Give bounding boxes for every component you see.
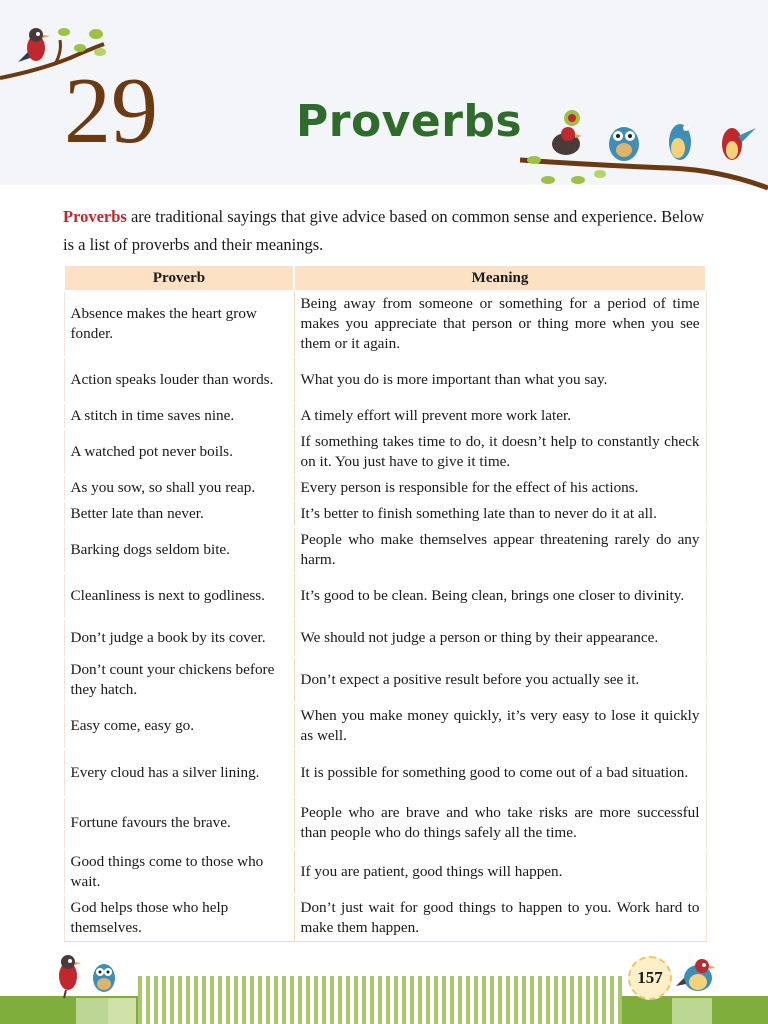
table-row	[64, 749, 706, 797]
header-meaning: Meaning	[294, 265, 706, 291]
proverb-cell: Every cloud has a silver lining.	[64, 749, 294, 797]
proverb-cell: Barking dogs seldom bite.	[64, 527, 294, 573]
table-row	[64, 573, 706, 619]
meaning-cell: A timely effort will prevent more work later.	[294, 403, 706, 429]
proverb-cell: Better late than never.	[64, 501, 294, 527]
meaning-cell: People who are brave and who take risks are more successful than people who do things safely all the time.	[294, 797, 706, 849]
proverb-cell: Action speaks louder than words.	[64, 357, 294, 403]
table-row	[64, 527, 706, 573]
proverb-cell: A stitch in time saves nine.	[64, 403, 294, 429]
footer-bird-icon	[676, 952, 726, 998]
intro-text: are traditional sayings that give advice based on common sense and experience. Below is a list of proverbs and their meanings.	[63, 207, 705, 254]
table-row	[64, 657, 706, 703]
meaning-cell: What you do is more important than what you say.	[294, 357, 706, 403]
meaning-cell: It’s good to be clean. Being clean, brings one closer to divinity.	[294, 573, 706, 619]
table-row	[64, 895, 706, 941]
table-row	[64, 475, 706, 501]
meaning-cell: Every person is responsible for the effect of his actions.	[294, 475, 706, 501]
table-row	[64, 357, 706, 403]
meaning-cell: It’s better to finish something late than to never do it at all.	[294, 501, 706, 527]
proverb-cell: Good things come to those who wait.	[64, 849, 294, 895]
footer-stripes	[138, 976, 622, 1024]
meaning-cell: Don’t just wait for good things to happen to you. Work hard to make them happen.	[294, 895, 706, 941]
header-proverb: Proverb	[64, 265, 294, 291]
table-row	[64, 291, 706, 357]
chapter-number: 29	[64, 59, 158, 163]
meaning-cell: Don’t expect a positive result before you actually see it.	[294, 657, 706, 703]
table-header-row	[64, 265, 706, 291]
footer-block-left-2	[108, 998, 136, 1024]
table-row	[64, 619, 706, 657]
meaning-cell: We should not judge a person or thing by their appearance.	[294, 619, 706, 657]
table-row	[64, 703, 706, 749]
table-row	[64, 501, 706, 527]
proverb-cell: God helps those who help themselves.	[64, 895, 294, 941]
proverb-cell: Cleanliness is next to godliness.	[64, 573, 294, 619]
proverbs-table	[63, 264, 707, 942]
proverb-cell: Easy come, easy go.	[64, 703, 294, 749]
chapter-title: Proverbs	[296, 96, 523, 147]
birds-on-branch-icon	[520, 108, 768, 196]
proverb-cell: Fortune favours the brave.	[64, 797, 294, 849]
meaning-cell: When you make money quickly, it’s very easy to lose it quickly as well.	[294, 703, 706, 749]
footer-block-left	[76, 998, 108, 1024]
table-row	[64, 849, 706, 895]
footer-block-right	[672, 998, 712, 1024]
proverb-cell: Absence makes the heart grow fonder.	[64, 291, 294, 357]
meaning-cell: It is possible for something good to come out of a bad situation.	[294, 749, 706, 797]
intro-paragraph	[63, 203, 711, 259]
footer-birds-icon	[50, 952, 122, 1000]
table-row	[64, 797, 706, 849]
page-number: 157	[628, 956, 672, 1000]
meaning-cell: Being away from someone or something for a period of time makes you appreciate that person or thing more when you see them or it again.	[294, 291, 706, 357]
table-row	[64, 403, 706, 429]
proverb-cell: Don’t count your chickens before they hatch.	[64, 657, 294, 703]
proverb-cell: A watched pot never boils.	[64, 429, 294, 475]
table-row	[64, 429, 706, 475]
proverb-cell: Don’t judge a book by its cover.	[64, 619, 294, 657]
proverb-cell: As you sow, so shall you reap.	[64, 475, 294, 501]
meaning-cell: If something takes time to do, it doesn’t help to constantly check on it. You just have to give it time.	[294, 429, 706, 475]
intro-keyword: Proverbs	[63, 207, 127, 226]
meaning-cell: If you are patient, good things will happen.	[294, 849, 706, 895]
meaning-cell: People who make themselves appear threatening rarely do any harm.	[294, 527, 706, 573]
